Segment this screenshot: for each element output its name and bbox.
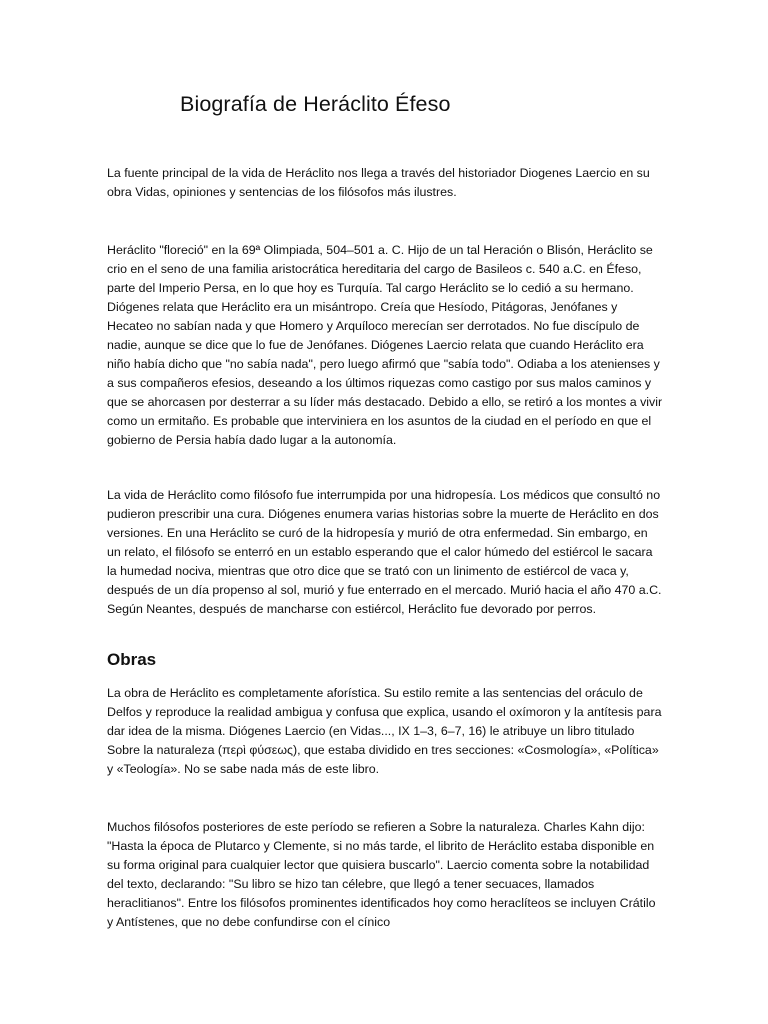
- paragraph-later-philosophers: Muchos filósofos posteriores de este período se refieren a Sobre la naturaleza. Charles Kahn dijo: "Hasta la época de Plutarco y Clemente, si no más tarde, el librito de Heráclito estaba disponible en su forma original para cualquier lector que quisiera buscarlo". Laercio comenta sobre la notabilidad del texto, declarando: "Su libro se hizo tan célebre, que llegó a tener secuaces, llamados heraclitianos". Entre los filósofos prominentes identificados hoy como heraclíteos se incluyen Crátilo y Antístenes, que no debe confundirse con el cínico: [107, 820, 656, 929]
- paragraph-death: La vida de Heráclito como filósofo fue interrumpida por una hidropesía. Los médicos que consultó no pudieron prescribir una cura. Diógenes enumera varias historias sobre la muerte de Heráclito en dos versiones. En una Heráclito se curó de la hidropesía y murió de otra enfermedad. Sin embargo, en un relato, el filósofo se enterró en un establo esperando que el calor húmedo del estiércol le sacara la humedad nociva, mientras que otro dice que se trató con un linimento de estiércol de vaca y, después de un día propenso al sol, murió y fue enterrado en el mercado. Murió hacia el año 470 a.C. Según Neantes, después de mancharse con estiércol, Heráclito fue devorado por perros.: [107, 488, 662, 616]
- section-heading-obras: Obras: [107, 650, 157, 669]
- document-title: Biografía de Heráclito Éfeso: [180, 92, 451, 116]
- paragraph-early-life: Heráclito "floreció" en la 69ª Olimpiada, 504–501 a. C. Hijo de un tal Heración o Blisón, Heráclito se crio en el seno de una familia aristocrática hereditaria del cargo de Basileos c. 540 a.C. en Éfeso, parte del Imperio Persa, en lo que hoy es Turquía. Tal cargo Heráclito se lo cedió a su hermano. Diógenes relata que Heráclito era un misántropo. Creía que Hesíodo, Pitágoras, Jenófanes y Hecateo no sabían nada y que Homero y Arquíloco merecían ser derrotados. No fue discípulo de nadie, aunque se dice que lo fue de Jenófanes. Diógenes Laercio relata que cuando Heráclito era niño había dicho que "no sabía nada", pero luego afirmó que "sabía todo". Odiaba a los atenienses y a sus compañeros efesios, deseando a los últimos riquezas como castigo por sus malos caminos y que se ahorcasen por desterrar a su líder más destacado. Debido a ello, se retiró a los montes a vivir como un ermitaño. Es probable que interviniera en los asuntos de la ciudad en el período en que el gobierno de Persia había dado lugar a la autonomía.: [107, 243, 663, 447]
- paragraph-works: La obra de Heráclito es completamente aforística. Su estilo remite a las sentencias del oráculo de Delfos y reproduce la realidad ambigua y confusa que explica, usando el oxímoron y la antítesis para dar idea de la misma. Diógenes Laercio (en Vidas..., IX 1–3, 6–7, 16) le atribuye un libro titulado Sobre la naturaleza (περὶ φύσεως), que estaba dividido en tres secciones: «Cosmología», «Política» y «Teología». No se sabe nada más de este libro.: [107, 686, 662, 776]
- paragraph-sources: La fuente principal de la vida de Heráclito nos llega a través del historiador Diogenes Laercio en su obra Vidas, opiniones y sentencias de los filósofos más ilustres.: [107, 166, 650, 199]
